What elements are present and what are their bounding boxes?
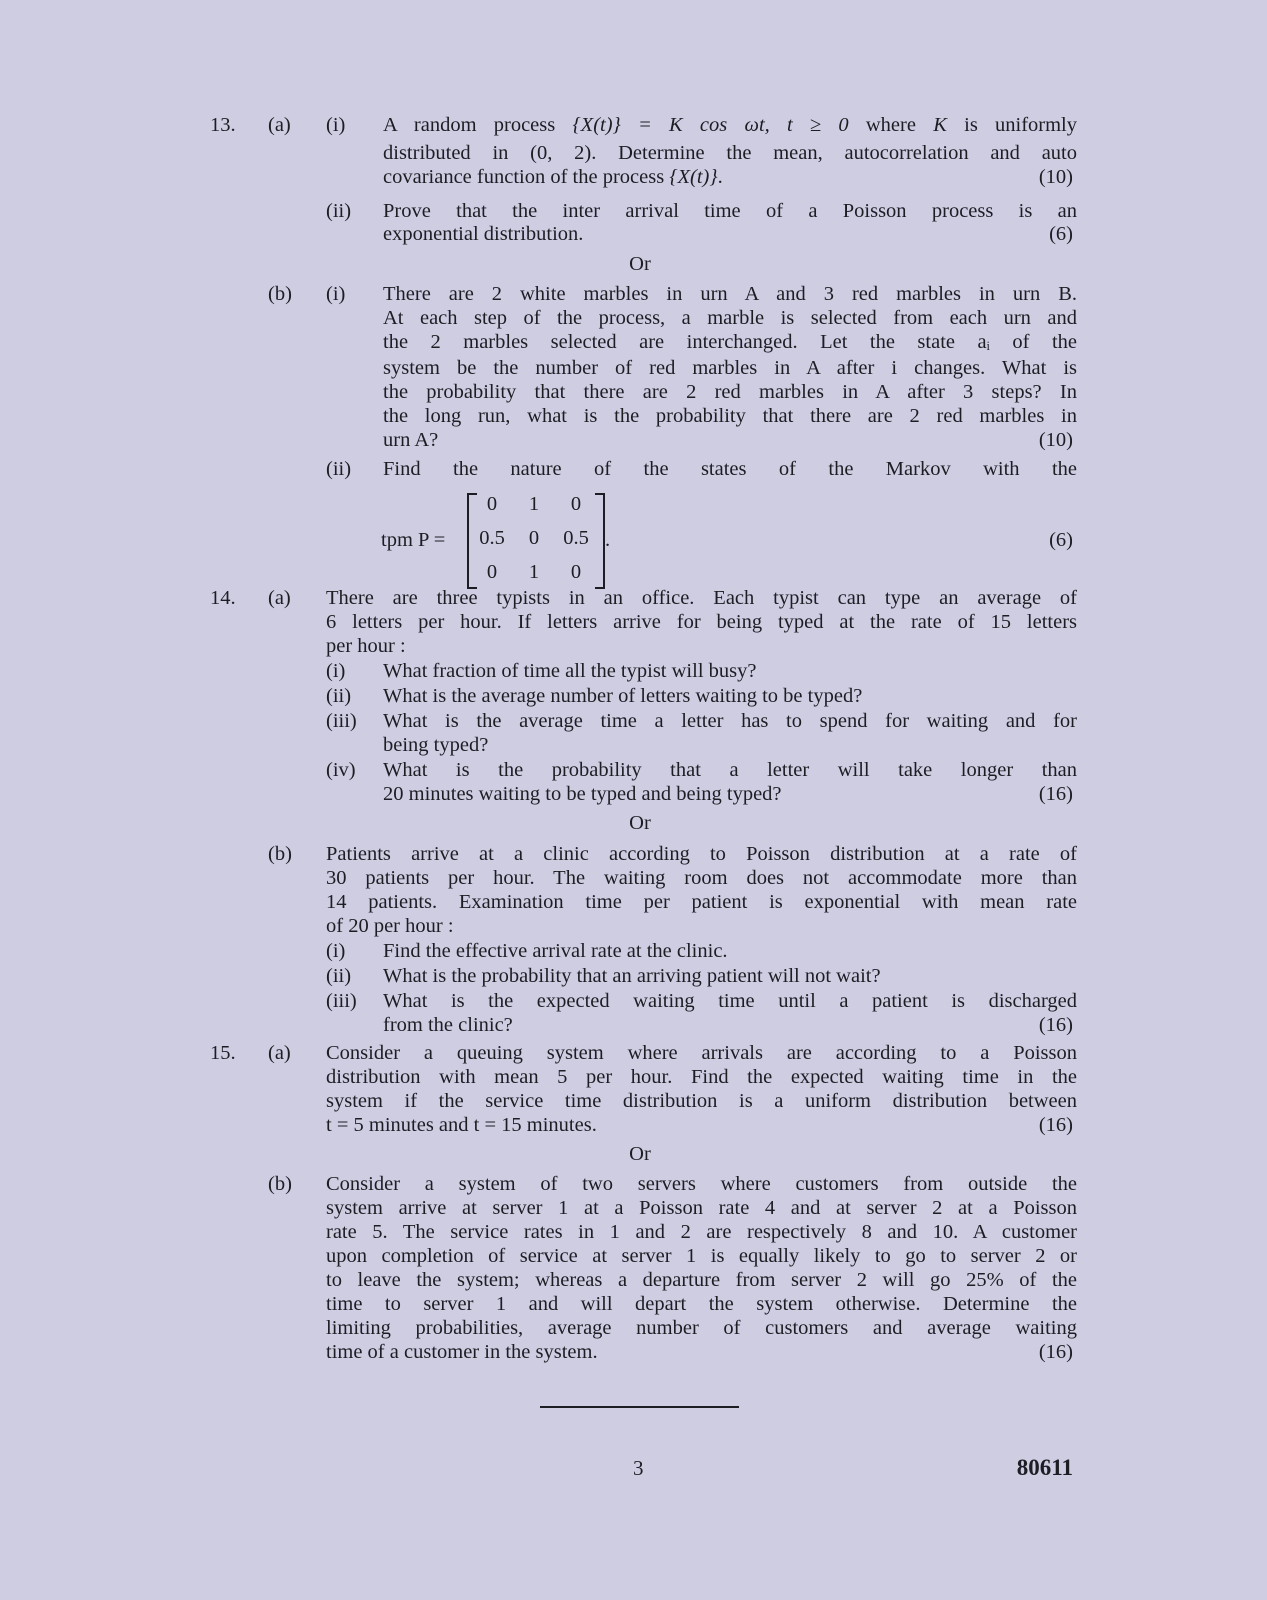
matrix-period: . [605,529,611,551]
q13-b-i-line-6: the long run, what is the probability that there are 2 red marbles in [383,405,1077,427]
q13-b-ii-line-1: Find the nature of the states of the Markov with the [383,458,1077,480]
matrix-cell: 0 [570,493,582,515]
q13-b-i-line-2: At each step of the process, a marble is selected from each urn and [383,307,1077,329]
q14-a-marks: (16) [1038,783,1073,805]
q15-a-marks: (16) [1038,1114,1073,1136]
q14-a-item-label: (i) [326,660,346,682]
q15-b-line-3: rate 5. The service rates in 1 and 2 are respectively 8 and 10. A customer [326,1221,1077,1243]
q15-b-line-1: Consider a system of two servers where customers from outside the [326,1173,1077,1195]
q14-b-item-text: Find the effective arrival rate at the clinic. [383,940,728,962]
q15-b-line-6: time to server 1 and will depart the system otherwise. Determine the [326,1293,1077,1315]
q14-b-marks: (16) [1038,1014,1073,1036]
q13-b-label: (b) [268,283,292,305]
q13-b-ii-label: (ii) [326,458,352,480]
matrix-cell: 0 [570,561,582,583]
q13-a-ii-line-1: Prove that the inter arrival time of a Poisson process is an [383,200,1077,222]
question-15-number: 15. [210,1042,236,1064]
transition-matrix [467,493,605,589]
matrix-cell: 0 [486,493,498,515]
q15-a-line-3: system if the service time distribution is a uniform distribution between [326,1090,1077,1112]
q14-b-line-3: 14 patients. Examination time per patient is exponential with mean rate [326,891,1077,913]
q14-b-item-text: What is the expected waiting time until a patient is discharged [383,990,1077,1012]
q14-a-item-text: What fraction of time all the typist will busy? [383,660,757,682]
q13-b-i-marks: (10) [1038,429,1073,451]
q14-b-line-1: Patients arrive at a clinic according to Poisson distribution at a rate of [326,843,1077,865]
q15-b-line-5: to leave the system; whereas a departure from server 2 will go 25% of the [326,1269,1077,1291]
q14-a-item-text: being typed? [383,734,489,756]
matrix-cell: 1 [528,493,540,515]
matrix-cell: 0 [528,527,540,549]
q15-a-line-2: distribution with mean 5 per hour. Find the expected waiting time in the [326,1066,1077,1088]
q14-a-item-text: What is the average number of letters waiting to be typed? [383,685,863,707]
q14-a-item-text: What is the probability that a letter will take longer than [383,759,1077,781]
matrix-cell: 1 [528,561,540,583]
tpm-label: tpm P = [381,529,446,551]
q15-b-line-2: system arrive at server 1 at a Poisson rate 4 and at server 2 at a Poisson [326,1197,1077,1219]
q13-b-i-line-7: urn A? [383,429,439,451]
q14-b-item-text: from the clinic? [383,1014,513,1036]
q13-b-i-line-3: the 2 marbles selected are interchanged. Let the state aᵢ of the [383,331,1077,353]
q14-b-line-2: 30 patients per hour. The waiting room does not accommodate more than [326,867,1077,889]
q13-a-label: (a) [268,114,291,136]
or-divider: Or [629,1143,651,1165]
q13-a-i-line-3: covariance function of the process {X(t)}. [383,166,723,188]
q13-a-i-line-1: A random process {X(t)} = K cos ωt, t ≥ 0 where K is uniformly [383,114,1078,136]
or-divider: Or [629,253,651,275]
q14-b-label: (b) [268,843,292,865]
q14-a-item-label: (iv) [326,759,356,781]
matrix-cell: 0.5 [563,527,589,549]
q13-a-ii-line-2: exponential distribution. [383,223,584,245]
q15-a-label: (a) [268,1042,291,1064]
q14-a-item-text: 20 minutes waiting to be typed and being typed? [383,783,782,805]
q15-b-line-7: limiting probabilities, average number of customers and average waiting [326,1317,1077,1339]
q13-a-i-marks: (10) [1038,166,1073,188]
matrix-cell: 0 [486,561,498,583]
q14-a-label: (a) [268,587,291,609]
q13-b-ii-marks: (6) [1049,529,1073,551]
q15-b-label: (b) [268,1173,292,1195]
q13-a-ii-marks: (6) [1049,223,1073,245]
q14-b-item-label: (ii) [326,965,352,987]
q13-b-i-label: (i) [326,283,346,305]
q14-a-line-1: There are three typists in an office. Each typist can type an average of [326,587,1077,609]
q14-b-item-text: What is the probability that an arriving patient will not wait? [383,965,881,987]
q14-a-item-text: What is the average time a letter has to spend for waiting and for [383,710,1077,732]
q13-b-i-line-1: There are 2 white marbles in urn A and 3 red marbles in urn B. [383,283,1077,305]
q14-b-item-label: (iii) [326,990,357,1012]
q13-a-i-line-2: distributed in (0, 2). Determine the mean, autocorrelation and auto [383,142,1077,164]
q14-a-item-label: (iii) [326,710,357,732]
q14-a-line-2: 6 letters per hour. If letters arrive for being typed at the rate of 15 letters [326,611,1077,633]
q15-a-line-4: t = 5 minutes and t = 15 minutes. [326,1114,597,1136]
q15-b-line-4: upon completion of service at server 1 is equally likely to go to server 2 or [326,1245,1077,1267]
q14-a-item-label: (ii) [326,685,352,707]
q14-b-item-label: (i) [326,940,346,962]
matrix-cell: 0.5 [479,527,505,549]
question-13-number: 13. [210,114,236,136]
q13-a-ii-label: (ii) [326,200,352,222]
end-rule [540,1406,739,1408]
q13-a-i-label: (i) [326,114,346,136]
q15-b-marks: (16) [1038,1341,1073,1363]
paper-code: 80611 [1016,1455,1073,1480]
q13-b-i-line-4: system be the number of red marbles in A after i changes. What is [383,357,1077,379]
q15-b-line-8: time of a customer in the system. [326,1341,598,1363]
q14-b-line-4: of 20 per hour : [326,915,454,937]
question-14-number: 14. [210,587,236,609]
page-number: 3 [633,1456,644,1480]
or-divider: Or [629,812,651,834]
q15-a-line-1: Consider a queuing system where arrivals are according to a Poisson [326,1042,1077,1064]
q13-b-i-line-5: the probability that there are 2 red marbles in A after 3 steps? In [383,381,1077,403]
q14-a-line-3: per hour : [326,635,406,657]
